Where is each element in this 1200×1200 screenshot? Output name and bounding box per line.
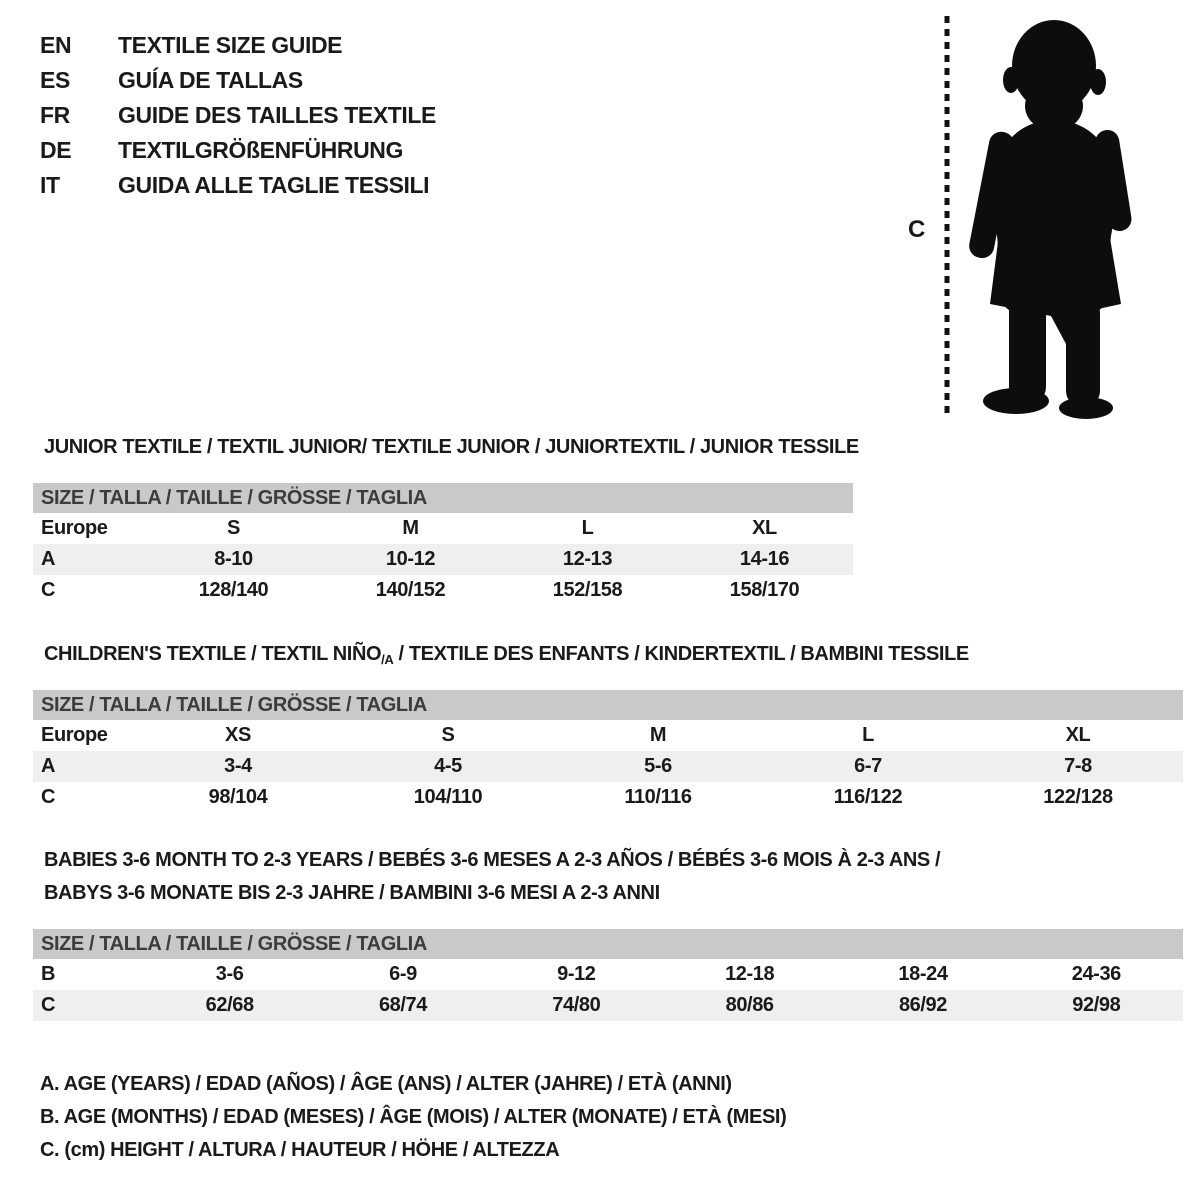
column-header: XS — [225, 724, 251, 746]
table-cell: 18-24 — [898, 963, 948, 985]
size-header-bar: SIZE / TALLA / TAILLE / GRÖSSE / TAGLIA — [33, 483, 853, 513]
table-cell: 80/86 — [663, 990, 836, 1021]
legend-line-c: C. (cm) HEIGHT / ALTURA / HAUTEUR / HÖHE / ALTEZZA — [40, 1139, 560, 1161]
table-cell: 12-18 — [725, 963, 775, 985]
table-cell: 10-12 — [322, 544, 499, 575]
legend-line-a: A. AGE (YEARS) / EDAD (AÑOS) / ÂGE (ANS) / ALTER (JAHRE) / ETÀ (ANNI) — [40, 1073, 732, 1095]
table-cell: 122/128 — [1043, 786, 1113, 808]
table-cell: 68/74 — [316, 990, 489, 1021]
children-heading-subscript: /A — [381, 652, 394, 667]
table-cell: 140/152 — [375, 579, 446, 601]
children-heading-text: / TEXTILE DES ENFANTS / KINDERTEXTIL / BAMBINI TESSILE — [393, 643, 969, 665]
height-measure-dashed-line — [942, 16, 952, 418]
table-row — [33, 782, 1183, 813]
guide-title-en: TEXTILE SIZE GUIDE — [118, 32, 343, 58]
column-header: XL — [1065, 724, 1091, 746]
junior-section-heading: JUNIOR TEXTILE / TEXTIL JUNIOR/ TEXTILE JUNIOR / JUNIORTEXTIL / JUNIOR TESSILE — [44, 436, 859, 458]
language-code: EN — [40, 32, 72, 58]
table-row — [33, 575, 853, 606]
children-size-table — [33, 690, 1183, 813]
table-cell: 116/122 — [833, 786, 903, 808]
legend-line-b: B. AGE (MONTHS) / EDAD (MESES) / ÂGE (MOIS) / ALTER (MONATE) / ETÀ (MESI) — [40, 1106, 787, 1128]
guide-title-fr: GUIDE DES TAILLES TEXTILE — [118, 102, 436, 128]
table-row — [33, 513, 853, 544]
table-cell: 110/116 — [624, 786, 692, 808]
column-header: M — [649, 724, 667, 746]
table-cell: 74/80 — [490, 990, 663, 1021]
language-code: IT — [40, 172, 60, 198]
table-row — [33, 929, 1183, 959]
language-row — [40, 168, 436, 203]
column-header: L — [581, 517, 594, 539]
babies-size-table — [33, 929, 1183, 1021]
table-cell: 98/104 — [208, 786, 268, 808]
table-cell: 9-12 — [557, 963, 596, 985]
table-row — [33, 544, 853, 575]
guide-title-es: GUÍA DE TALLAS — [118, 67, 303, 93]
table-row — [33, 690, 1183, 720]
table-row — [33, 990, 1183, 1021]
row-label: C — [33, 990, 143, 1021]
table-row — [33, 720, 1183, 751]
column-header: M — [402, 517, 419, 539]
row-label: C — [41, 579, 56, 601]
babies-section-heading — [44, 844, 940, 910]
language-code: ES — [40, 67, 70, 93]
row-label: B — [41, 963, 56, 985]
language-row — [40, 98, 436, 133]
table-cell: 6-7 — [763, 751, 973, 782]
table-cell: 24-36 — [1071, 963, 1121, 985]
junior-size-table — [33, 483, 853, 606]
column-header: Europe — [41, 517, 108, 539]
babies-heading-line2: BABYS 3-6 MONATE BIS 2-3 JAHRE / BAMBINI 3-6 MESI A 2-3 ANNI — [44, 882, 660, 904]
height-measure-label: C — [908, 216, 925, 243]
table-cell: 92/98 — [1010, 990, 1183, 1021]
children-section-heading — [44, 643, 969, 667]
language-row — [40, 28, 436, 63]
table-cell: 158/170 — [729, 579, 800, 601]
size-header-bar: SIZE / TALLA / TAILLE / GRÖSSE / TAGLIA — [33, 929, 1183, 959]
guide-title-de: TEXTILGRÖßENFÜHRUNG — [118, 137, 403, 163]
babies-heading-line1: BABIES 3-6 MONTH TO 2-3 YEARS / BEBÉS 3-6 MESES A 2-3 AÑOS / BÉBÉS 3-6 MOIS À 2-3 ANS / — [44, 849, 941, 871]
size-header-bar: SIZE / TALLA / TAILLE / GRÖSSE / TAGLIA — [33, 690, 1183, 720]
table-row — [33, 751, 1183, 782]
language-code: FR — [40, 102, 70, 128]
table-cell: 3-4 — [133, 751, 343, 782]
language-row — [40, 63, 436, 98]
table-cell: 3-6 — [215, 963, 244, 985]
table-cell: 6-9 — [389, 963, 417, 985]
table-cell: 128/140 — [198, 579, 269, 601]
language-code: DE — [40, 137, 72, 163]
column-header: XL — [752, 517, 777, 539]
guide-title-it: GUIDA ALLE TAGLIE TESSILI — [118, 172, 430, 198]
table-cell: 14-16 — [676, 544, 853, 575]
children-heading-text: CHILDREN'S TEXTILE / TEXTIL NIÑO — [44, 643, 382, 665]
table-cell: 104/110 — [413, 786, 483, 808]
table-cell: 152/158 — [552, 579, 623, 601]
table-cell: 5-6 — [553, 751, 763, 782]
table-cell: 7-8 — [973, 751, 1183, 782]
table-cell: 86/92 — [836, 990, 1009, 1021]
row-label: C — [41, 786, 56, 808]
table-row — [33, 959, 1183, 990]
table-cell: 12-13 — [499, 544, 676, 575]
toddler-silhouette-image — [962, 14, 1147, 422]
language-row — [40, 133, 436, 168]
row-label: A — [33, 544, 145, 575]
table-cell: 4-5 — [343, 751, 553, 782]
column-header: Europe — [41, 724, 108, 746]
table-cell: 62/68 — [143, 990, 316, 1021]
column-header: S — [227, 517, 240, 539]
language-title-list — [40, 28, 436, 203]
column-header: S — [441, 724, 455, 746]
table-cell: 8-10 — [145, 544, 322, 575]
row-label: A — [33, 751, 133, 782]
table-row — [33, 483, 853, 513]
measurement-legend — [40, 1068, 786, 1167]
column-header: L — [862, 724, 874, 746]
